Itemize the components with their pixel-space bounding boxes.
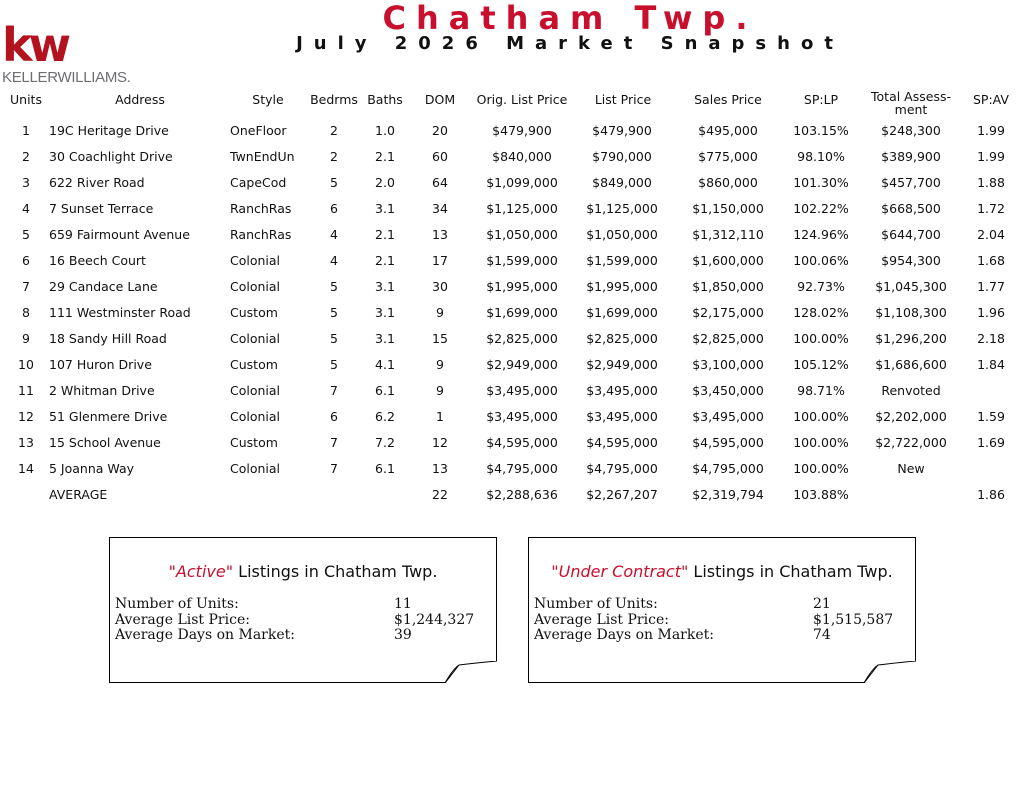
cell-sp-av: 1.69 (977, 435, 1005, 450)
cell-units: 5 (22, 227, 30, 242)
cell-address: AVERAGE (49, 487, 108, 502)
cell-orig-list-price: $1,599,000 (486, 253, 558, 268)
cell-sp-lp: 105.12% (793, 357, 849, 372)
contract-listings-title (529, 562, 915, 581)
cell-units: 10 (18, 357, 34, 372)
contract-units-stat (534, 596, 904, 612)
cell-sales-price: $1,150,000 (692, 201, 764, 216)
cell-address: 15 School Avenue (49, 435, 161, 450)
cell-units: 6 (22, 253, 30, 268)
cell-bedrms: 7 (330, 383, 338, 398)
cell-orig-list-price: $1,099,000 (486, 175, 558, 190)
cell-total-assessment: New (897, 461, 925, 476)
cell-style: Colonial (230, 383, 281, 398)
table-row (0, 145, 1024, 169)
under-contract-listings-box (528, 537, 916, 683)
cell-style: Colonial (230, 409, 281, 424)
col-header-sales-price: Sales Price (694, 92, 762, 107)
cell-bedrms: 7 (330, 461, 338, 476)
cell-sales-price: $3,450,000 (692, 383, 764, 398)
cell-dom: 34 (432, 201, 448, 216)
cell-units: 3 (22, 175, 30, 190)
active-listings-title (110, 562, 496, 581)
active-avg-dom-stat (115, 627, 485, 643)
cell-dom: 60 (432, 149, 448, 164)
contract-avg-dom-value: 74 (813, 627, 831, 643)
cell-list-price: $1,125,000 (586, 201, 658, 216)
cell-total-assessment (862, 483, 960, 507)
cell-sales-price: $1,312,110 (692, 227, 764, 242)
cell-total-assessment: $668,500 (881, 201, 941, 216)
col-header-total-assessment: Total Assess-ment (871, 89, 951, 117)
cell-style: Custom (230, 305, 278, 320)
cell-sp-lp: 124.96% (793, 227, 849, 242)
cell-baths: 7.2 (375, 435, 395, 450)
logo-name: KELLERWILLIAMS. (2, 69, 131, 86)
cell-orig-list-price: $840,000 (492, 149, 552, 164)
cell-dom: 1 (436, 409, 444, 424)
cell-address: 659 Fairmount Avenue (49, 227, 190, 242)
cell-style (230, 483, 310, 507)
cell-sp-av: 1.72 (977, 201, 1005, 216)
cell-list-price: $790,000 (592, 149, 652, 164)
cell-baths: 1.0 (375, 123, 395, 138)
cell-style: Custom (230, 435, 278, 450)
cell-orig-list-price: $1,125,000 (486, 201, 558, 216)
cell-total-assessment: $457,700 (881, 175, 941, 190)
cell-dom: 17 (432, 253, 448, 268)
cell-dom: 13 (432, 227, 448, 242)
cell-dom: 12 (432, 435, 448, 450)
cell-bedrms: 6 (330, 409, 338, 424)
cell-orig-list-price: $2,949,000 (486, 357, 558, 372)
cell-sp-lp: 92.73% (797, 279, 845, 294)
cell-sp-lp: 98.10% (797, 149, 845, 164)
cell-style: OneFloor (230, 123, 287, 138)
contract-avg-price-label: Average List Price: (534, 612, 669, 628)
cell-units: 11 (18, 383, 34, 398)
table-row (0, 457, 1024, 481)
cell-address: 111 Westminster Road (49, 305, 191, 320)
contract-avg-dom-label: Average Days on Market: (534, 627, 714, 643)
cell-dom: 20 (432, 123, 448, 138)
cell-bedrms (308, 483, 360, 507)
cell-sp-lp: 103.88% (793, 487, 849, 502)
cell-sp-lp: 128.02% (793, 305, 849, 320)
cell-orig-list-price: $1,050,000 (486, 227, 558, 242)
table-row (0, 431, 1024, 455)
cell-bedrms: 2 (330, 123, 338, 138)
cell-address: 7 Sunset Terrace (49, 201, 154, 216)
cell-sales-price: $2,825,000 (692, 331, 764, 346)
cell-sp-av: 1.77 (977, 279, 1005, 294)
cell-sp-lp: 98.71% (797, 383, 845, 398)
cell-total-assessment: $644,700 (881, 227, 941, 242)
cell-sp-av: 1.96 (977, 305, 1005, 320)
cell-baths: 3.1 (375, 279, 395, 294)
cell-total-assessment: $1,686,600 (875, 357, 947, 372)
col-header-sp-lp: SP:LP (803, 92, 839, 107)
cell-dom: 22 (432, 487, 448, 502)
cell-baths: 2.1 (375, 149, 395, 164)
cell-total-assessment: $1,045,300 (875, 279, 947, 294)
cell-address: 51 Glenmere Drive (49, 409, 168, 424)
cell-list-price: $479,900 (592, 123, 652, 138)
cell-sales-price: $1,600,000 (692, 253, 764, 268)
cell-units (0, 483, 52, 507)
cell-bedrms: 5 (330, 331, 338, 346)
cell-total-assessment: $248,300 (881, 123, 941, 138)
table-row (0, 275, 1024, 299)
col-header-address: Address (115, 92, 165, 107)
cell-units: 4 (22, 201, 30, 216)
cell-style: TwnEndUn (230, 149, 295, 164)
cell-style: RanchRas (230, 201, 292, 216)
cell-list-price: $1,599,000 (586, 253, 658, 268)
cell-list-price: $849,000 (592, 175, 652, 190)
cell-bedrms: 6 (330, 201, 338, 216)
table-row (0, 171, 1024, 195)
cell-sp-lp: 100.00% (793, 461, 849, 476)
cell-sp-lp: 101.30% (793, 175, 849, 190)
cell-list-price: $1,050,000 (586, 227, 658, 242)
cell-sales-price: $2,175,000 (692, 305, 764, 320)
page-title: Chatham Twp. (382, 0, 758, 37)
active-avg-dom-label: Average Days on Market: (115, 627, 295, 643)
cell-orig-list-price: $4,795,000 (486, 461, 558, 476)
cell-orig-list-price: $3,495,000 (486, 409, 558, 424)
active-avg-price-stat (115, 612, 485, 628)
cell-total-assessment: $954,300 (881, 253, 941, 268)
col-header-style: Style (252, 92, 284, 107)
active-listings-box (109, 537, 497, 683)
cell-sales-price: $860,000 (698, 175, 758, 190)
table-row (0, 327, 1024, 351)
cell-bedrms: 4 (330, 253, 338, 268)
cell-dom: 15 (432, 331, 448, 346)
col-header-dom: DOM (424, 92, 456, 107)
cell-sp-av: 1.68 (977, 253, 1005, 268)
cell-baths: 2.1 (375, 253, 395, 268)
table-header-row (0, 88, 1024, 117)
cell-address: 622 River Road (49, 175, 145, 190)
cell-dom: 64 (432, 175, 448, 190)
page-curl-icon (445, 661, 497, 683)
cell-list-price: $3,495,000 (586, 383, 658, 398)
cell-orig-list-price: $1,995,000 (486, 279, 558, 294)
table-row (0, 197, 1024, 221)
cell-baths: 2.1 (375, 227, 395, 242)
cell-total-assessment: $2,202,000 (875, 409, 947, 424)
contract-quoted-label: "Under Contract" (551, 562, 689, 581)
cell-sales-price: $495,000 (698, 123, 758, 138)
cell-address: 29 Candace Lane (49, 279, 158, 294)
active-units-value: 11 (394, 596, 412, 612)
cell-dom: 9 (436, 383, 444, 398)
active-avg-price-label: Average List Price: (115, 612, 250, 628)
table-row (0, 223, 1024, 247)
col-header-baths: Baths (367, 92, 403, 107)
contract-units-label: Number of Units: (534, 596, 658, 612)
cell-sp-lp: 103.15% (793, 123, 849, 138)
col-header-bedrms: Bedrms (310, 92, 358, 107)
col-header-sp-av: SP:AV (973, 92, 1009, 107)
contract-avg-dom-stat (534, 627, 904, 643)
cell-sp-av: 2.04 (977, 227, 1005, 242)
cell-baths: 3.1 (375, 201, 395, 216)
cell-sp-av: 2.18 (977, 331, 1005, 346)
cell-orig-list-price: $1,699,000 (486, 305, 558, 320)
cell-baths: 4.1 (375, 357, 395, 372)
cell-units: 9 (22, 331, 30, 346)
active-units-stat (115, 596, 485, 612)
cell-list-price: $1,699,000 (586, 305, 658, 320)
cell-style: Colonial (230, 279, 281, 294)
keller-williams-logo (2, 18, 152, 88)
cell-units: 12 (18, 409, 34, 424)
cell-total-assessment: $1,108,300 (875, 305, 947, 320)
cell-style: Colonial (230, 331, 281, 346)
cell-units: 2 (22, 149, 30, 164)
cell-address: 30 Coachlight Drive (49, 149, 173, 164)
page-curl-icon (864, 661, 916, 683)
cell-orig-list-price: $479,900 (492, 123, 552, 138)
cell-style: CapeCod (230, 175, 287, 190)
cell-bedrms: 5 (330, 175, 338, 190)
cell-style: Colonial (230, 253, 281, 268)
cell-address: 2 Whitman Drive (49, 383, 155, 398)
cell-bedrms: 7 (330, 435, 338, 450)
contract-title-rest: Listings in Chatham Twp. (688, 562, 893, 581)
table-row (0, 119, 1024, 143)
page-subtitle: July 2026 Market Snapshot (296, 33, 844, 54)
cell-sp-lp: 100.00% (793, 409, 849, 424)
col-header-list-price: List Price (594, 92, 652, 107)
cell-orig-list-price: $2,825,000 (486, 331, 558, 346)
cell-address: 5 Joanna Way (49, 461, 135, 476)
cell-address: 19C Heritage Drive (49, 123, 169, 138)
cell-sp-av: 1.88 (977, 175, 1005, 190)
cell-sp-av: 1.99 (977, 149, 1005, 164)
cell-baths (361, 483, 409, 507)
cell-bedrms: 4 (330, 227, 338, 242)
cell-style: Colonial (230, 461, 281, 476)
cell-list-price: $2,949,000 (586, 357, 658, 372)
active-quoted-label: "Active" (168, 562, 234, 581)
cell-sp-lp: 100.00% (793, 435, 849, 450)
cell-total-assessment: $389,900 (881, 149, 941, 164)
cell-units: 1 (22, 123, 30, 138)
cell-bedrms: 5 (330, 279, 338, 294)
cell-bedrms: 5 (330, 357, 338, 372)
cell-dom: 30 (432, 279, 448, 294)
table-row (0, 249, 1024, 273)
table-row (0, 379, 1024, 403)
table-average-row (0, 483, 1024, 507)
cell-orig-list-price: $2,288,636 (486, 487, 558, 502)
cell-sp-av (962, 457, 1020, 481)
contract-units-value: 21 (813, 596, 831, 612)
cell-total-assessment: $2,722,000 (875, 435, 947, 450)
cell-list-price: $4,595,000 (586, 435, 658, 450)
cell-sales-price: $3,495,000 (692, 409, 764, 424)
cell-sp-av: 1.59 (977, 409, 1005, 424)
cell-baths: 2.0 (375, 175, 395, 190)
contract-avg-price-value: $1,515,587 (813, 612, 894, 628)
cell-list-price: $2,267,207 (586, 487, 658, 502)
cell-style: RanchRas (230, 227, 292, 242)
cell-list-price: $4,795,000 (586, 461, 658, 476)
cell-bedrms: 2 (330, 149, 338, 164)
logo-mark: kw (2, 18, 68, 72)
contract-avg-price-stat (534, 612, 904, 628)
col-header-orig-list-price: Orig. List Price (476, 92, 568, 107)
cell-sales-price: $4,795,000 (692, 461, 764, 476)
cell-sp-lp: 100.06% (793, 253, 849, 268)
active-units-label: Number of Units: (115, 596, 239, 612)
cell-address: 16 Beech Court (49, 253, 146, 268)
cell-sales-price: $3,100,000 (692, 357, 764, 372)
cell-sp-av (962, 379, 1020, 403)
cell-units: 13 (18, 435, 34, 450)
cell-sales-price: $4,595,000 (692, 435, 764, 450)
cell-address: 107 Huron Drive (49, 357, 152, 372)
cell-orig-list-price: $4,595,000 (486, 435, 558, 450)
col-header-units: Units (10, 92, 42, 107)
cell-sp-av: 1.86 (977, 487, 1005, 502)
active-avg-dom-value: 39 (394, 627, 412, 643)
cell-baths: 3.1 (375, 305, 395, 320)
cell-style: Custom (230, 357, 278, 372)
cell-units: 14 (18, 461, 34, 476)
cell-list-price: $3,495,000 (586, 409, 658, 424)
cell-address: 18 Sandy Hill Road (49, 331, 167, 346)
cell-units: 7 (22, 279, 30, 294)
table-row (0, 301, 1024, 325)
table-row (0, 405, 1024, 429)
table-row (0, 353, 1024, 377)
cell-sp-av: 1.99 (977, 123, 1005, 138)
cell-baths: 6.2 (375, 409, 395, 424)
cell-total-assessment: Renvoted (881, 383, 941, 398)
cell-sales-price: $1,850,000 (692, 279, 764, 294)
cell-baths: 6.1 (375, 383, 395, 398)
cell-dom: 13 (432, 461, 448, 476)
cell-sales-price: $775,000 (698, 149, 758, 164)
cell-sales-price: $2,319,794 (692, 487, 764, 502)
cell-total-assessment: $1,296,200 (875, 331, 947, 346)
cell-list-price: $1,995,000 (586, 279, 658, 294)
cell-bedrms: 5 (330, 305, 338, 320)
cell-dom: 9 (436, 305, 444, 320)
cell-sp-av: 1.84 (977, 357, 1005, 372)
cell-orig-list-price: $3,495,000 (486, 383, 558, 398)
cell-sp-lp: 102.22% (793, 201, 849, 216)
active-avg-price-value: $1,244,327 (394, 612, 475, 628)
cell-baths: 3.1 (375, 331, 395, 346)
cell-baths: 6.1 (375, 461, 395, 476)
cell-units: 8 (22, 305, 30, 320)
cell-dom: 9 (436, 357, 444, 372)
cell-sp-lp: 100.00% (793, 331, 849, 346)
active-title-rest: Listings in Chatham Twp. (233, 562, 438, 581)
cell-list-price: $2,825,000 (586, 331, 658, 346)
